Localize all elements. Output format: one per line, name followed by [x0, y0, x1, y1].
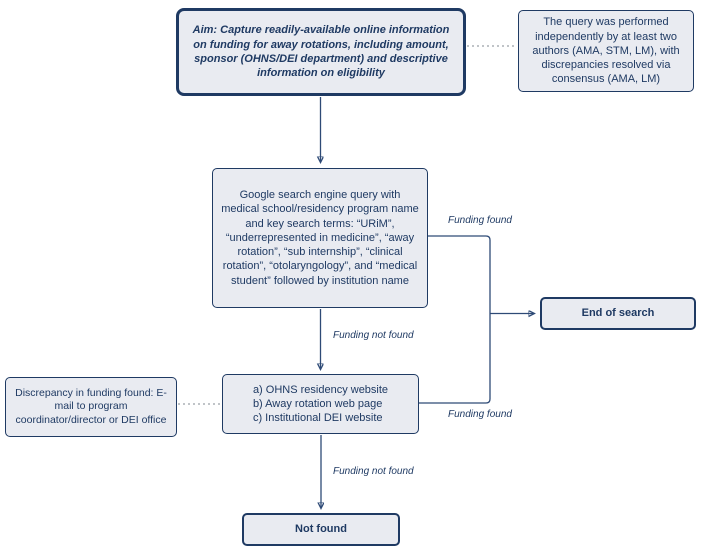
- edge-label-funding-found-top: Funding found: [448, 215, 512, 226]
- node-end-of-search: [540, 297, 696, 330]
- line-google-to-merge: [428, 236, 490, 313]
- node-aim: [176, 8, 466, 96]
- line-sources-to-merge: [419, 313, 490, 403]
- node-sources-line-c: c) Institutional DEI website: [252, 412, 383, 425]
- node-query-note-text: The query was performed independently by at least two authors (AMA, STM, LM), with discrepancies resolved via consensus (AMA, LM): [532, 16, 680, 86]
- node-aim-text: Aim: Capture readily-available online information on funding for away rotations, including amount, sponsor (OHNS/DEI department) and descriptive information on eligibility: [192, 24, 450, 80]
- edge-label-funding-found-bottom: Funding found: [448, 409, 512, 420]
- node-google-query-text: Google search engine query with medical school/residency program name and key search terms: “URiM”, “underrepresented in medicine”, “away rotation”, “sub internship”, “clinical rotation”, “otolaryngology”, and “medical student” followed by institution name: [221, 188, 419, 287]
- node-not-found-text: Not found: [295, 523, 347, 536]
- node-google-query: [212, 168, 428, 308]
- node-sources-line-a: a) OHNS residency website: [252, 383, 389, 396]
- node-sources: [222, 374, 419, 434]
- node-query-note: [518, 10, 694, 92]
- node-discrepancy-text: Discrepancy in funding found: E-mail to program coordinator/director or DEI office: [15, 386, 167, 426]
- node-not-found: [242, 513, 400, 546]
- edge-label-funding-not-found-mid: Funding not found: [333, 330, 414, 341]
- node-discrepancy: [5, 377, 177, 437]
- node-sources-list: [253, 383, 388, 426]
- node-end-of-search-text: End of search: [581, 307, 655, 320]
- edge-label-funding-not-found-bottom: Funding not found: [333, 466, 414, 477]
- node-sources-line-b: b) Away rotation web page: [252, 397, 383, 410]
